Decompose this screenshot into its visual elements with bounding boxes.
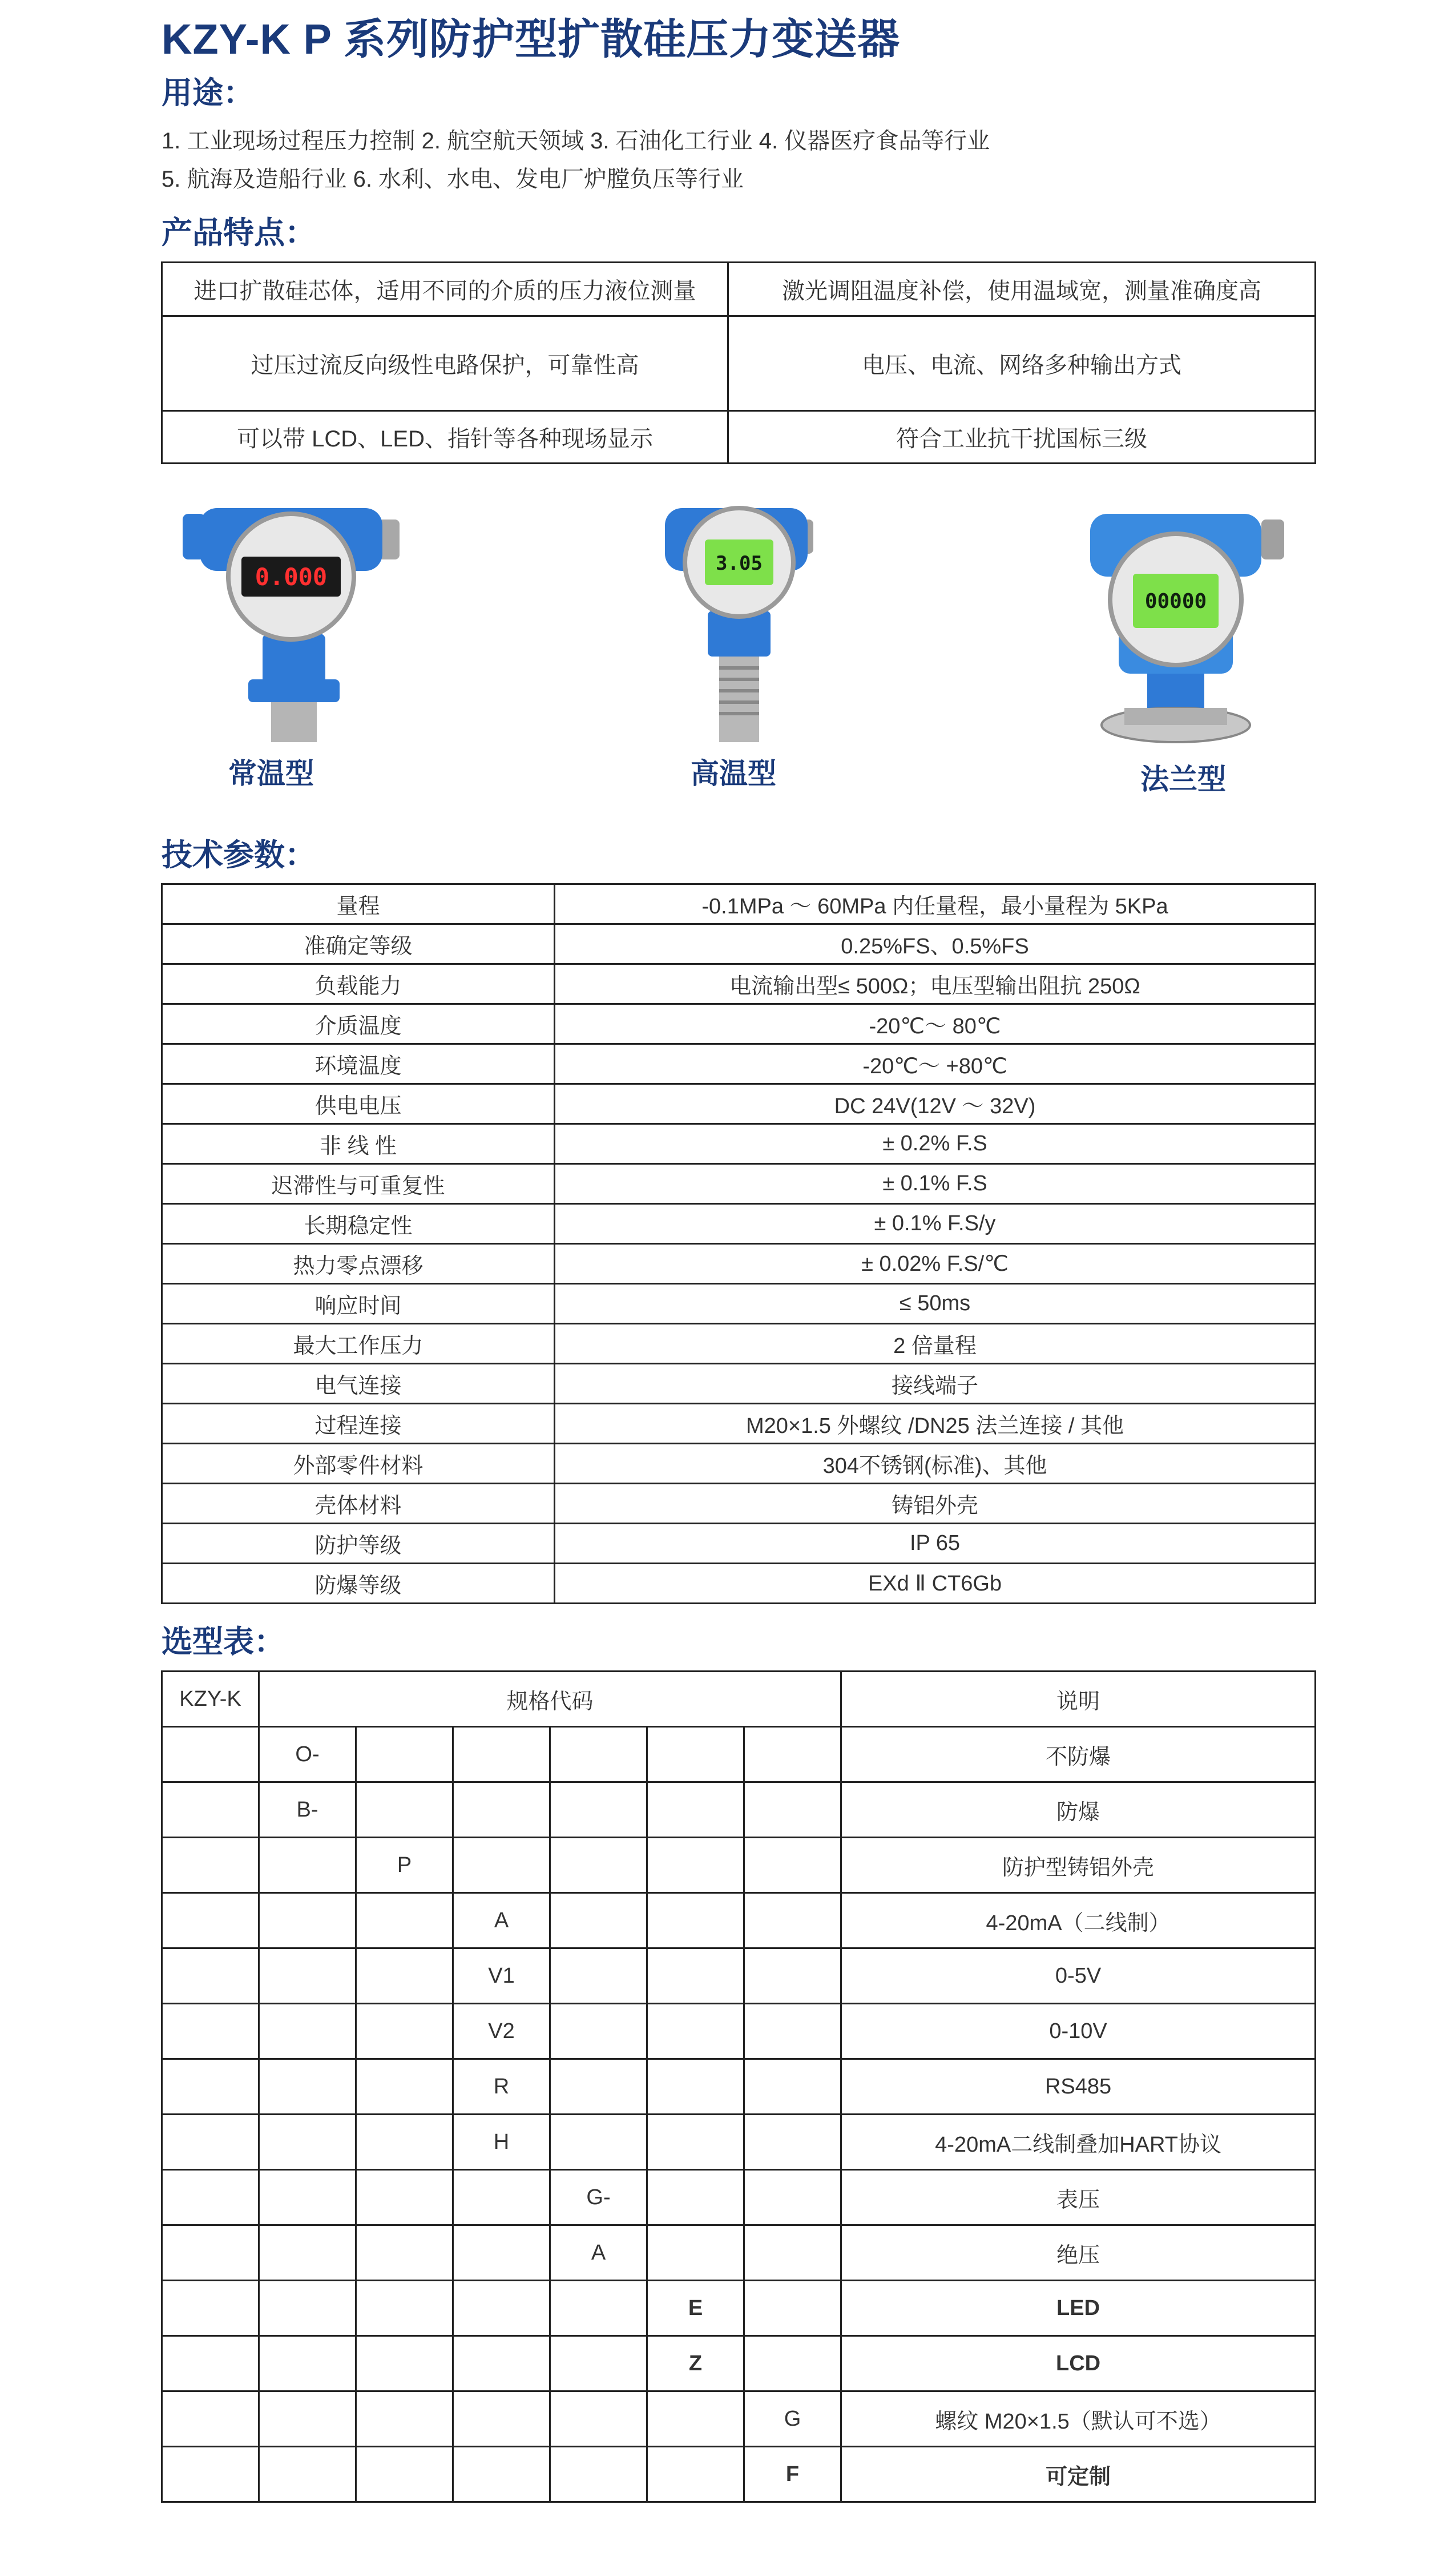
spec-param: 量程 [162, 884, 555, 924]
selection-desc: 螺纹 M20×1.5（默认可不选） [841, 2391, 1316, 2447]
features-table [161, 261, 1316, 464]
spec-row [162, 1204, 1316, 1244]
spec-value: ± 0.1% F.S/y [555, 1204, 1316, 1244]
selection-empty-cell [162, 1948, 259, 2004]
spec-row [162, 1484, 1316, 1524]
spec-param: 响应时间 [162, 1284, 555, 1324]
selection-code: H [453, 2115, 550, 2170]
selection-desc: 0-5V [841, 1948, 1316, 2004]
selection-row [162, 1838, 1316, 1893]
spec-param: 最大工作压力 [162, 1324, 555, 1364]
selection-empty-cell [744, 2170, 841, 2225]
spec-param: 过程连接 [162, 1404, 555, 1444]
selection-empty-cell [647, 2004, 744, 2059]
spec-param: 负载能力 [162, 964, 555, 1004]
selection-empty-cell [550, 2447, 647, 2502]
selection-header-model: KZY-K [162, 1672, 259, 1727]
feature-cell: 进口扩散硅芯体，适用不同的介质的压力液位测量 [162, 263, 728, 316]
selection-code: Z [647, 2336, 744, 2391]
spec-row [162, 1044, 1316, 1084]
selection-row [162, 1727, 1316, 1782]
selection-empty-cell [744, 1838, 841, 1893]
selection-desc: 绝压 [841, 2225, 1316, 2281]
selection-header-desc: 说明 [841, 1672, 1316, 1727]
selection-empty-cell [550, 2059, 647, 2115]
selection-empty-cell [356, 2391, 453, 2447]
selection-empty-cell [162, 2336, 259, 2391]
product-label-flange: 法兰型 [1140, 763, 1226, 795]
selection-empty-cell [550, 1838, 647, 1893]
usage-heading: 用途： [162, 76, 254, 110]
spec-row [162, 1524, 1316, 1564]
selection-desc: 防爆 [841, 1782, 1316, 1838]
selection-empty-cell [356, 1893, 453, 1948]
selection-empty-cell [356, 2225, 453, 2281]
selection-empty-cell [162, 2225, 259, 2281]
spec-param: 非 线 性 [162, 1124, 555, 1164]
selection-row [162, 2170, 1316, 2225]
selection-empty-cell [356, 1782, 453, 1838]
spec-param: 外部零件材料 [162, 1444, 555, 1484]
selection-empty-cell [647, 2391, 744, 2447]
selection-empty-cell [744, 1727, 841, 1782]
selection-desc: 4-20mA二线制叠加HART协议 [841, 2115, 1316, 2170]
selection-empty-cell [356, 2004, 453, 2059]
spec-value: 2 倍量程 [555, 1324, 1316, 1364]
spec-value: IP 65 [555, 1524, 1316, 1564]
selection-empty-cell [259, 2281, 356, 2336]
selection-desc: 不防爆 [841, 1727, 1316, 1782]
selection-empty-cell [647, 1838, 744, 1893]
selection-code: V1 [453, 1948, 550, 2004]
feature-cell: 符合工业抗干扰国标三级 [728, 411, 1316, 464]
selection-empty-cell [162, 2115, 259, 2170]
spec-row [162, 884, 1316, 924]
selection-empty-cell [453, 2391, 550, 2447]
spec-value: -20℃～ +80℃ [555, 1044, 1316, 1084]
selection-desc: 表压 [841, 2170, 1316, 2225]
spec-row [162, 1084, 1316, 1124]
selection-row [162, 2391, 1316, 2447]
spec-row [162, 1244, 1316, 1284]
selection-empty-cell [162, 2391, 259, 2447]
spec-value: ± 0.2% F.S [555, 1124, 1316, 1164]
selection-empty-cell [162, 2447, 259, 2502]
selection-empty-cell [453, 2170, 550, 2225]
selection-empty-cell [453, 2225, 550, 2281]
selection-empty-cell [259, 2004, 356, 2059]
selection-row [162, 1782, 1316, 1838]
selection-empty-cell [259, 2336, 356, 2391]
spec-param: 环境温度 [162, 1044, 555, 1084]
selection-empty-cell [259, 2391, 356, 2447]
selection-row [162, 2447, 1316, 2502]
selection-row [162, 2225, 1316, 2281]
selection-empty-cell [356, 2281, 453, 2336]
spec-param: 壳体材料 [162, 1484, 555, 1524]
spec-param: 电气连接 [162, 1364, 555, 1404]
selection-row [162, 2059, 1316, 2115]
spec-row [162, 1364, 1316, 1404]
selection-empty-cell [259, 2225, 356, 2281]
specs-table [161, 883, 1316, 1604]
selection-empty-cell [647, 1948, 744, 2004]
selection-code: G- [550, 2170, 647, 2225]
selection-empty-cell [162, 2059, 259, 2115]
selection-code: F [744, 2447, 841, 2502]
selection-desc: 可定制 [841, 2447, 1316, 2502]
spec-value: -20℃～ 80℃ [555, 1004, 1316, 1044]
selection-code: O- [259, 1727, 356, 1782]
selection-desc: 4-20mA（二线制） [841, 1893, 1316, 1948]
spec-value: ± 0.1% F.S [555, 1164, 1316, 1204]
selection-empty-cell [162, 2004, 259, 2059]
selection-code: E [647, 2281, 744, 2336]
selection-desc: RS485 [841, 2059, 1316, 2115]
selection-empty-cell [744, 1782, 841, 1838]
selection-empty-cell [259, 2447, 356, 2502]
selection-header-code: 规格代码 [259, 1672, 841, 1727]
selection-code: P [356, 1838, 453, 1893]
spec-row [162, 1564, 1316, 1604]
selection-empty-cell [744, 2336, 841, 2391]
spec-value: ≤ 50ms [555, 1284, 1316, 1324]
selection-empty-cell [744, 1893, 841, 1948]
feature-cell: 过压过流反向级性电路保护，可靠性高 [162, 316, 728, 411]
specs-heading: 技术参数： [162, 838, 316, 872]
spec-row [162, 964, 1316, 1004]
selection-empty-cell [453, 2281, 550, 2336]
spec-param: 长期稳定性 [162, 1204, 555, 1244]
selection-empty-cell [453, 1782, 550, 1838]
flange-transmitter-image [1084, 502, 1290, 754]
selection-empty-cell [453, 1727, 550, 1782]
selection-code: G [744, 2391, 841, 2447]
selection-empty-cell [744, 1948, 841, 2004]
selection-empty-cell [647, 2447, 744, 2502]
selection-empty-cell [356, 2059, 453, 2115]
spec-value: DC 24V(12V ～ 32V) [555, 1084, 1316, 1124]
spec-value: ± 0.02% F.S/℃ [555, 1244, 1316, 1284]
spec-value: EXd Ⅱ CT6Gb [555, 1564, 1316, 1604]
spec-row [162, 1164, 1316, 1204]
selection-empty-cell [453, 2336, 550, 2391]
selection-code: A [453, 1893, 550, 1948]
spec-param: 介质温度 [162, 1004, 555, 1044]
selection-empty-cell [744, 2059, 841, 2115]
selection-empty-cell [453, 2447, 550, 2502]
usage-line-1: 1. 工业现场过程压力控制 2. 航空航天领域 3. 石油化工行业 4. 仪器医疗食品等行业 [162, 128, 990, 154]
selection-empty-cell [259, 1893, 356, 1948]
selection-empty-cell [356, 1727, 453, 1782]
selection-row [162, 2115, 1316, 2170]
selection-empty-cell [259, 1948, 356, 2004]
selection-empty-cell [550, 2115, 647, 2170]
product-label-high: 高温型 [691, 758, 776, 790]
spec-value: 铸铝外壳 [555, 1484, 1316, 1524]
selection-code: V2 [453, 2004, 550, 2059]
spec-row [162, 1004, 1316, 1044]
selection-empty-cell [550, 1727, 647, 1782]
page-title: KZY-K P 系列防护型扩散硅压力变送器 [162, 15, 901, 63]
selection-table [161, 1670, 1316, 2503]
selection-empty-cell [162, 1838, 259, 1893]
spec-param: 防爆等级 [162, 1564, 555, 1604]
selection-empty-cell [550, 2336, 647, 2391]
spec-param: 防护等级 [162, 1524, 555, 1564]
selection-empty-cell [356, 2170, 453, 2225]
selection-empty-cell [550, 2281, 647, 2336]
spec-value: 电流输出型≤ 500Ω；电压型输出阻抗 250Ω [555, 964, 1316, 1004]
spec-row [162, 1404, 1316, 1444]
selection-empty-cell [550, 2391, 647, 2447]
spec-row [162, 1124, 1316, 1164]
selection-empty-cell [744, 2281, 841, 2336]
selection-empty-cell [162, 1727, 259, 1782]
selection-empty-cell [259, 2059, 356, 2115]
feature-cell: 电压、电流、网络多种输出方式 [728, 316, 1316, 411]
normal-temp-transmitter-image [177, 502, 405, 748]
spec-value: 304不锈钢(标准)、其他 [555, 1444, 1316, 1484]
selection-empty-cell [453, 1838, 550, 1893]
selection-row [162, 1948, 1316, 2004]
high-temp-transmitter-image [654, 502, 836, 748]
selection-empty-cell [162, 2281, 259, 2336]
selection-empty-cell [744, 2004, 841, 2059]
selection-empty-cell [744, 2115, 841, 2170]
selection-empty-cell [259, 2115, 356, 2170]
spec-value: -0.1MPa ～ 60MPa 内任量程，最小量程为 5KPa [555, 884, 1316, 924]
selection-empty-cell [647, 1893, 744, 1948]
spec-param: 热力零点漂移 [162, 1244, 555, 1284]
display-digits-2: 3.05 [716, 552, 763, 575]
spec-row [162, 1444, 1316, 1484]
selection-empty-cell [162, 1782, 259, 1838]
selection-empty-cell [356, 1948, 453, 2004]
selection-empty-cell [550, 1782, 647, 1838]
selection-empty-cell [550, 1893, 647, 1948]
selection-code: R [453, 2059, 550, 2115]
selection-row [162, 2336, 1316, 2391]
selection-desc: LCD [841, 2336, 1316, 2391]
spec-value: M20×1.5 外螺纹 /DN25 法兰连接 / 其他 [555, 1404, 1316, 1444]
spec-row [162, 1284, 1316, 1324]
feature-cell: 可以带 LCD、LED、指针等各种现场显示 [162, 411, 728, 464]
selection-desc: 防护型铸铝外壳 [841, 1838, 1316, 1893]
selection-empty-cell [356, 2336, 453, 2391]
selection-code: B- [259, 1782, 356, 1838]
selection-empty-cell [647, 2170, 744, 2225]
spec-row [162, 1324, 1316, 1364]
selection-empty-cell [647, 2115, 744, 2170]
selection-empty-cell [647, 1782, 744, 1838]
selection-heading: 选型表： [162, 1625, 285, 1659]
selection-empty-cell [162, 1893, 259, 1948]
usage-line-2: 5. 航海及造船行业 6. 水利、水电、发电厂炉膛负压等行业 [162, 167, 744, 192]
selection-empty-cell [259, 1838, 356, 1893]
selection-empty-cell [356, 2447, 453, 2502]
selection-empty-cell [744, 2225, 841, 2281]
selection-desc: 0-10V [841, 2004, 1316, 2059]
selection-empty-cell [356, 2115, 453, 2170]
selection-desc: LED [841, 2281, 1316, 2336]
display-digits-3: 00000 [1144, 590, 1207, 613]
selection-code: A [550, 2225, 647, 2281]
selection-empty-cell [647, 2225, 744, 2281]
selection-empty-cell [162, 2170, 259, 2225]
selection-empty-cell [550, 1948, 647, 2004]
spec-value: 接线端子 [555, 1364, 1316, 1404]
spec-param: 准确定等级 [162, 924, 555, 964]
spec-row [162, 924, 1316, 964]
selection-row [162, 2281, 1316, 2336]
product-label-normal: 常温型 [228, 758, 314, 790]
display-digits-1: 0.000 [255, 563, 328, 591]
spec-param: 迟滞性与可重复性 [162, 1164, 555, 1204]
spec-value: 0.25%FS、0.5%FS [555, 924, 1316, 964]
spec-param: 供电电压 [162, 1084, 555, 1124]
selection-empty-cell [259, 2170, 356, 2225]
selection-row [162, 1893, 1316, 1948]
selection-empty-cell [647, 1727, 744, 1782]
selection-empty-cell [550, 2004, 647, 2059]
feature-cell: 激光调阻温度补偿，使用温域宽，测量准确度高 [728, 263, 1316, 316]
selection-row [162, 2004, 1316, 2059]
selection-empty-cell [647, 2059, 744, 2115]
features-heading: 产品特点： [162, 216, 316, 250]
